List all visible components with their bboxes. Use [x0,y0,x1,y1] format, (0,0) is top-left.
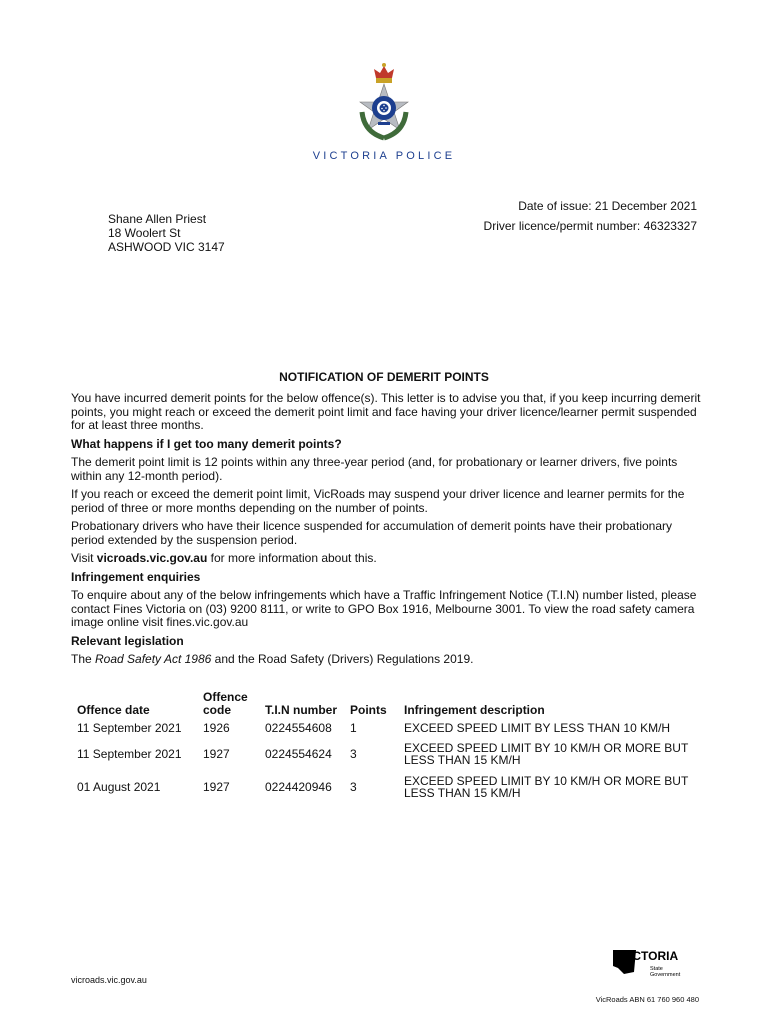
legislation-suffix: and the Road Safety (Drivers) Regulations 2019. [211,652,474,666]
cell-code: 1927 [203,780,230,794]
limit-paragraph: The demerit point limit is 12 points within any three-year period (and, for probationary or learner drivers, five points within any 12-month period). [71,455,678,483]
header-points: Points [350,703,387,717]
probationary-paragraph: Probationary drivers who have their licence suspended for accumulation of demerit points have their probationary period extended by the suspension period. [71,519,672,547]
letter-title: NOTIFICATION OF DEMERIT POINTS [279,370,489,384]
table-header-row [71,685,701,717]
legislation-prefix: The [71,652,96,666]
cell-points: 1 [350,721,357,735]
intro-paragraph: You have incurred demerit points for the below offence(s). This letter is to advise you that, if you keep incurring demerit points, you might reach or exceed the demerit point limit and face having your driver licence/learner permit suspended for at least three months. [71,391,701,432]
legislation-act: Road Safety Act 1986 [95,652,212,666]
cell-description: EXCEED SPEED LIMIT BY 10 KM/H OR MORE BUT LESS THAN 15 KM/H [404,774,689,800]
vic-logo-sub2: Government [650,972,681,978]
cell-points: 3 [350,747,357,761]
heading-legislation: Relevant legislation [71,633,184,648]
cell-description: EXCEED SPEED LIMIT BY LESS THAN 10 KM/H [404,721,671,735]
cell-points: 3 [350,780,357,794]
police-wordmark: VICTORIA POLICE [312,150,456,162]
victoria-government-logo [612,946,682,980]
legislation-paragraph [71,653,701,667]
recipient-name: Shane Allen Priest [108,212,207,226]
police-crest-icon [352,62,416,146]
table-row [71,769,701,805]
table-row [71,739,701,769]
issue-info [484,196,697,236]
heading-enquiries: Infringement enquiries [71,569,201,584]
header-offence-code: Offence code [203,690,248,717]
cell-date: 01 August 2021 [77,780,161,794]
cell-date: 11 September 2021 [77,721,182,735]
recipient-street: 18 Woolert St [108,226,181,240]
vic-logo-text: VICTORIA [621,949,679,963]
cell-date: 11 September 2021 [77,747,182,761]
visit-paragraph [71,552,701,566]
footer-url: vicroads.vic.gov.au [71,975,147,985]
offences-table [71,685,701,805]
header-tin-number: T.I.N number [265,703,338,717]
cell-tin: 0224420946 [265,780,332,794]
victoria-police-logo [352,62,416,146]
suspend-paragraph: If you reach or exceed the demerit point limit, VicRoads may suspend your driver licence and learner permits for the period of three or more months depending on the number of points. [71,487,685,515]
visit-suffix: for more information about this. [207,551,377,565]
recipient-address [108,212,225,254]
header-offence-date: Offence date [77,703,150,717]
cell-tin: 0224554608 [265,721,332,735]
date-of-issue: Date of issue: 21 December 2021 [518,199,697,213]
letter-body [71,392,701,672]
vicroads-link[interactable]: vicroads.vic.gov.au [96,551,208,565]
licence-number: Driver licence/permit number: 46323327 [483,219,697,233]
cell-code: 1926 [203,721,230,735]
enquiries-paragraph: To enquire about any of the below infringements which have a Traffic Infringement Notice (T.I.N) number listed, please contact Fines Victoria on (03) 9200 8111, or write to GPO Box 1916, Melbourne 3001. To view the road safety camera image online visit fines.vic.gov.au [71,588,697,629]
cell-description: EXCEED SPEED LIMIT BY 10 KM/H OR MORE BUT LESS THAN 15 KM/H [404,741,689,767]
visit-prefix: Visit [71,551,97,565]
vicroads-abn: VicRoads ABN 61 760 960 480 [595,995,699,1004]
table-row [71,717,701,739]
vic-logo-sub1: State [650,966,663,972]
victoria-map-icon [612,946,682,980]
header-description: Infringement description [404,703,545,717]
cell-tin: 0224554624 [265,747,332,761]
cell-code: 1927 [203,747,230,761]
heading-too-many: What happens if I get too many demerit points? [71,436,342,451]
recipient-suburb: ASHWOOD VIC 3147 [108,240,225,254]
